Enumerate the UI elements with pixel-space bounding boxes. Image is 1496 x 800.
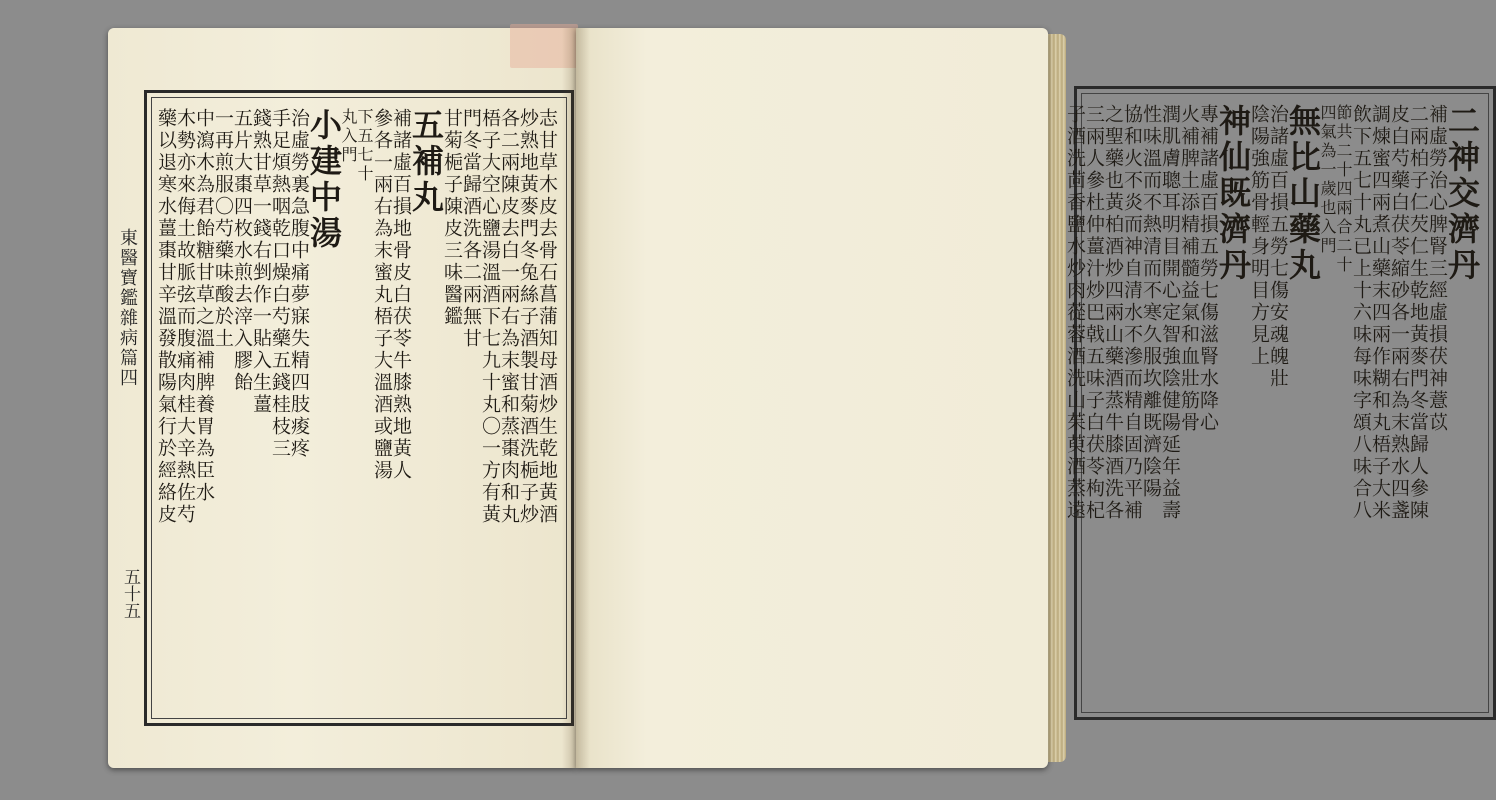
text-column: 手足煩熱咽乾口燥白芍藥五錢桂枝三 bbox=[269, 108, 291, 460]
prescription-title: 小建中湯 bbox=[305, 108, 343, 252]
text-column: 五片大棗四枚水煎去滓入膠飴 bbox=[231, 108, 253, 394]
text-column: 錢熟甘草一錢右剉作一貼入生薑 bbox=[250, 108, 272, 416]
text-column: 潤肌膚聰耳明目開心定智強陰健陽延年益壽 bbox=[1159, 104, 1181, 522]
text-column: 火補脾土添精補髓益氣和血壯筋骨 bbox=[1178, 104, 1200, 434]
text-column: 調煉蜜四兩煮山藥末四兩作糊和丸梧子大米 bbox=[1369, 104, 1391, 522]
text-column: 陰陽強筋骨輕身明目方見上 bbox=[1248, 104, 1270, 368]
text-column: 治虛勞裏急腹中痛夢寐失精四肢痠疼 bbox=[288, 108, 310, 460]
right-page bbox=[576, 28, 1481, 768]
text-column: 下五七十 bbox=[355, 108, 374, 184]
prescription-title: 神仙既濟丹 bbox=[1214, 104, 1252, 284]
text-column: 門冬當歸酒洗各二兩無甘 bbox=[460, 108, 482, 350]
text-column: 治諸虛百損五勞七傷安魂魄壯 bbox=[1267, 104, 1289, 390]
text-column: 補諸虛百損地骨皮白茯苓牛膝熟地黃人 bbox=[390, 108, 412, 482]
left-text-frame bbox=[144, 90, 574, 726]
text-column: 甘菊梔子陳皮三味醫鑑 bbox=[441, 108, 463, 328]
text-column: 志甘草木皮去骨石菖蒲知母酒炒生乾地黃酒 bbox=[536, 108, 558, 526]
text-column: 一再煎服〇芍藥味酸於土 bbox=[212, 108, 234, 350]
text-column: 協和火不炎而神自清水不滲而精自固乃平補 bbox=[1121, 104, 1143, 522]
left-text-columns bbox=[155, 108, 558, 708]
text-column: 丸入門 bbox=[339, 108, 358, 165]
right-text-columns bbox=[1064, 104, 1481, 702]
text-column: 子酒洗茴香鹽水炒肉蓯蓉酒洗山茱萸酒蒸遠 bbox=[1064, 104, 1086, 522]
text-column: 飲下五七十丸已上十六味每味字頌八味合八 bbox=[1350, 104, 1372, 522]
text-column: 性味溫而不熱清而不寒久服坎離既濟陰陽 bbox=[1140, 104, 1162, 500]
text-column: 四氣為一歲也入門 bbox=[1318, 104, 1337, 256]
text-column: 炒熟地黃麥門冬兔絲子酒製甘菊酒洗梔子炒 bbox=[517, 108, 539, 526]
prescription-title: 二神交濟丹 bbox=[1443, 104, 1481, 284]
book-gutter bbox=[562, 28, 590, 768]
prescription-title: 五補丸 bbox=[407, 108, 445, 216]
text-column: 皮白芍藥白茯苓縮砂各一兩右為末熟水四盞 bbox=[1388, 104, 1410, 522]
open-book bbox=[100, 28, 1481, 772]
left-page bbox=[108, 28, 576, 768]
prescription-title: 無比山藥丸 bbox=[1284, 104, 1322, 284]
text-column: 各二兩陳皮去白一兩右為末蜜和蒸棗肉和丸 bbox=[498, 108, 520, 526]
left-page-number: 五十五 bbox=[120, 568, 140, 619]
text-column: 專補諸虛百損五勞七傷滋腎水降心 bbox=[1197, 104, 1219, 434]
text-column: 木勢亦來侮土故脈弦而腹痛肉桂大辛熱佐芍 bbox=[174, 108, 196, 526]
text-column: 藥以退寒水薑棗甘辛溫發散陽氣行於經絡皮 bbox=[155, 108, 177, 526]
text-column: 梧子大空心鹽湯溫酒下七九十丸〇一方有黃 bbox=[479, 108, 501, 526]
text-column: 節共二十四兩合二十 bbox=[1334, 104, 1353, 275]
text-column: 三兩人參杜仲薑汁炒巴戟五味子白茯苓枸杞 bbox=[1083, 104, 1105, 522]
text-column: 參各一兩右為末蜜丸梧子大溫酒或鹽湯 bbox=[371, 108, 393, 482]
text-column: 之聖藥也黃柏酒炒四兩山藥酒蒸牛膝酒洗各 bbox=[1102, 104, 1124, 522]
text-column: 補虛勞治心脾腎三經虛損茯神薏苡 bbox=[1426, 104, 1448, 434]
right-text-frame bbox=[1064, 86, 1496, 720]
text-column: 中瀉木為君飴糖甘草之溫補脾養胃為臣水 bbox=[193, 108, 215, 504]
text-column: 二兩柏子仁芡仁生乾地黃麥門冬當歸人參陳 bbox=[1407, 104, 1429, 522]
left-margin-title: 東醫寶鑑雜病篇四 bbox=[117, 228, 138, 388]
